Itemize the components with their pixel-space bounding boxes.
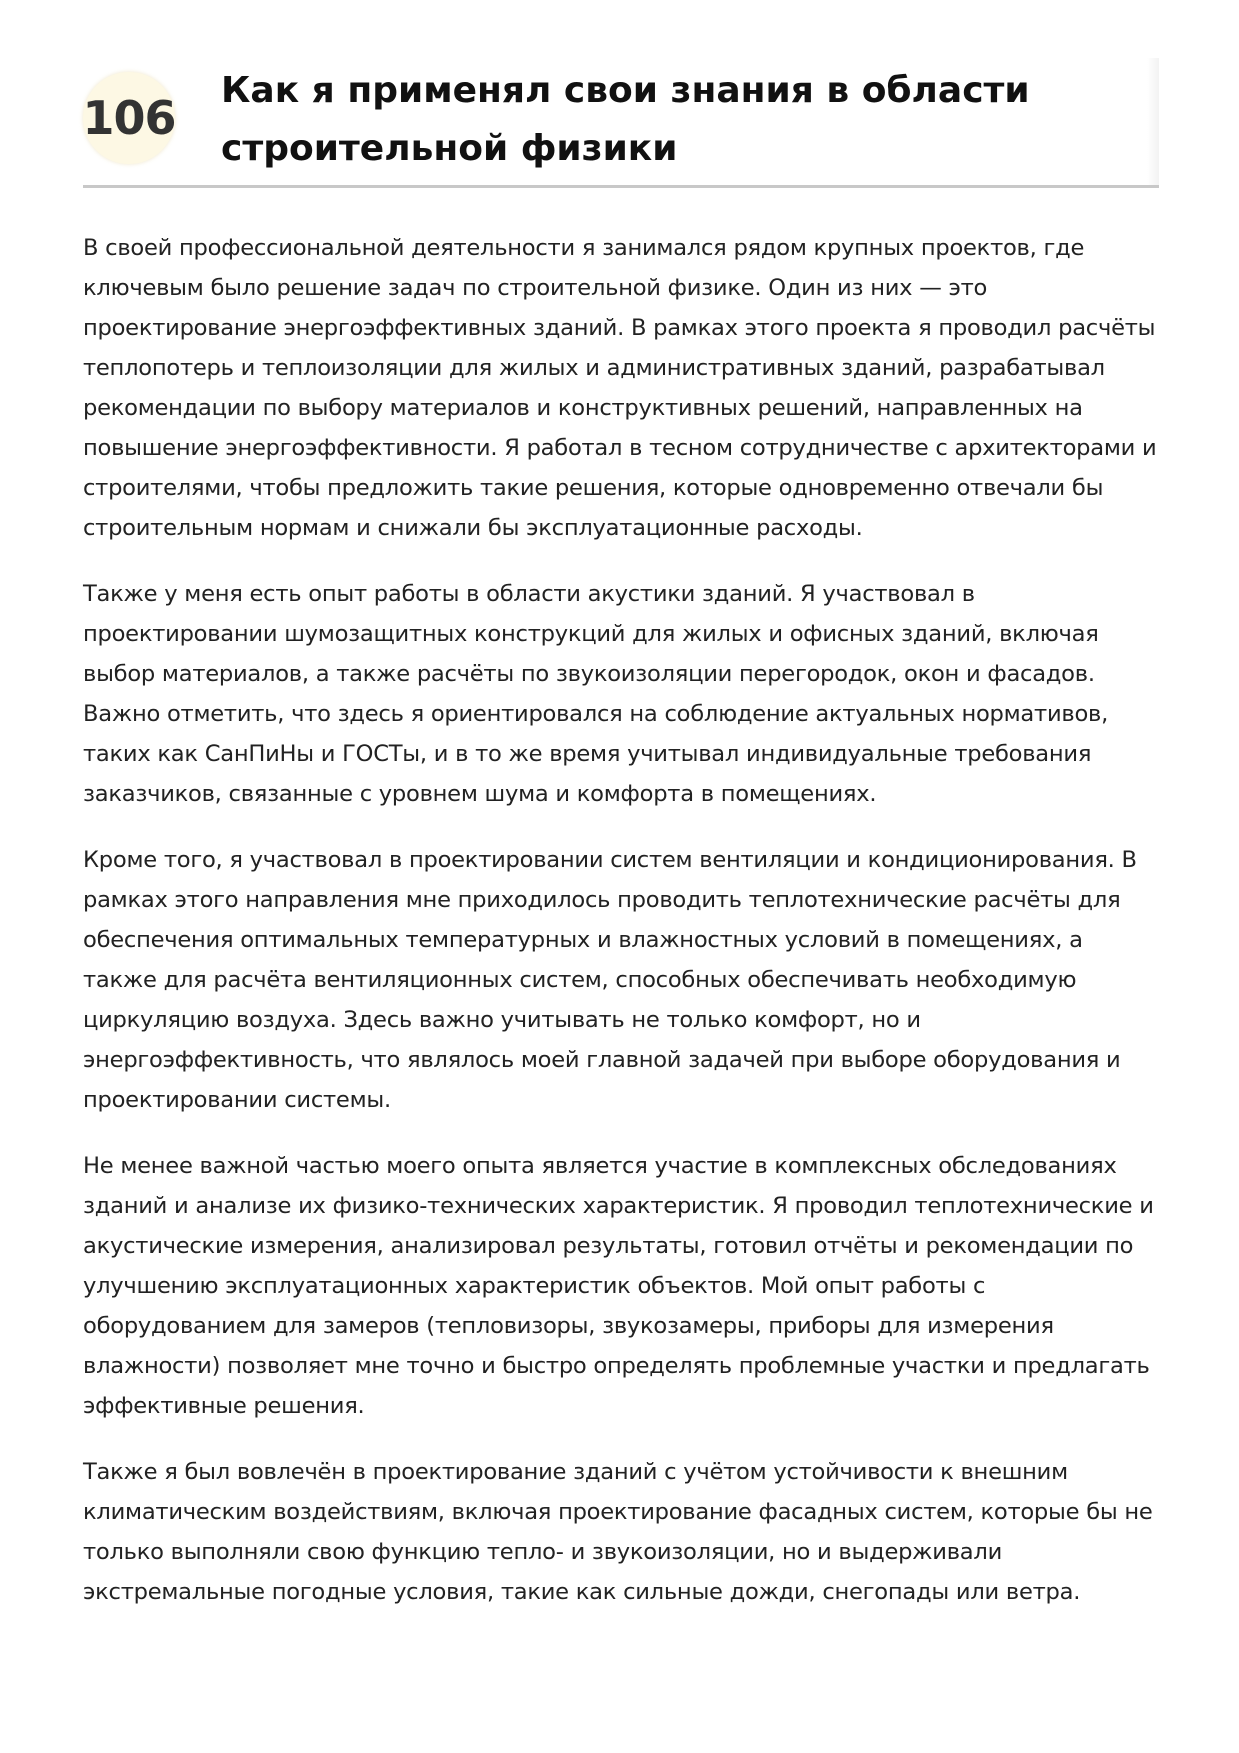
chapter-number-badge [83,72,175,164]
body-paragraph: Кроме того, я участвовал в проектировании систем вентиляции и кондиционирования. В рамках этого направления мне приходилось проводить теплотехнические расчёты для обеспечения оптимальных температурных и влажностных условий в помещениях, а также для расчёта вентиляционных систем, способных обеспечивать необходимую циркуляцию воздуха. Здесь важно учитывать не только комфорт, но и энергоэффективность, что являлось моей главной задачей при выборе оборудования и проектировании системы. [83,847,1137,1113]
body-paragraph: Не менее важной частью моего опыта является участие в комплексных обследованиях зданий и анализе их физико-технических характеристик. Я проводил теплотехнические и акустические измерения, анализировал результаты, готовил отчёты и рекомендации по улучшению эксплуатационных характеристик объектов. Мой опыт работы с оборудованием для замеров (тепловизоры, звукозамеры, приборы для измерения влажности) позволяет мне точно и быстро определять проблемные участки и предлагать эффективные решения. [83,1153,1154,1419]
body-paragraph: Также я был вовлечён в проектирование зданий с учётом устойчивости к внешним климатическим воздействиям, включая проектирование фасадных систем, которые бы не только выполняли свою функцию тепло- и звукоизоляции, но и выдерживали экстремальные погодные условия, такие как сильные дожди, снегопады или ветра. [83,1459,1153,1605]
chapter-body [83,228,1163,1638]
header-shadow [1147,58,1159,185]
body-paragraph: Также у меня есть опыт работы в области акустики зданий. Я участвовал в проектировании шумозащитных конструкций для жилых и офисных зданий, включая выбор материалов, а также расчёты по звукоизоляции перегородок, окон и фасадов. Важно отметить, что здесь я ориентировался на соблюдение актуальных нормативов, таких как СанПиНы и ГОСТы, и в то же время учитывал индивидуальные требования заказчиков, связанные с уровнем шума и комфорта в помещениях. [83,581,1109,807]
chapter-title: Как я применял свои знания в области строительной физики [221,70,1030,169]
body-paragraph: В своей профессиональной деятельности я занимался рядом крупных проектов, где ключевым было решение задач по строительной физике. Один из них — это проектирование энергоэффективных зданий. В рамках этого проекта я проводил расчёты теплопотерь и теплоизоляции для жилых и административных зданий, разрабатывал рекомендации по выбору материалов и конструктивных решений, направленных на повышение энергоэффективности. Я работал в тесном сотрудничестве с архитекторами и строителями, чтобы предложить такие решения, которые одновременно отвечали бы строительным нормам и снижали бы эксплуатационные расходы. [83,235,1157,541]
chapter-header [83,58,1159,188]
chapter-number: 106 [82,91,176,145]
